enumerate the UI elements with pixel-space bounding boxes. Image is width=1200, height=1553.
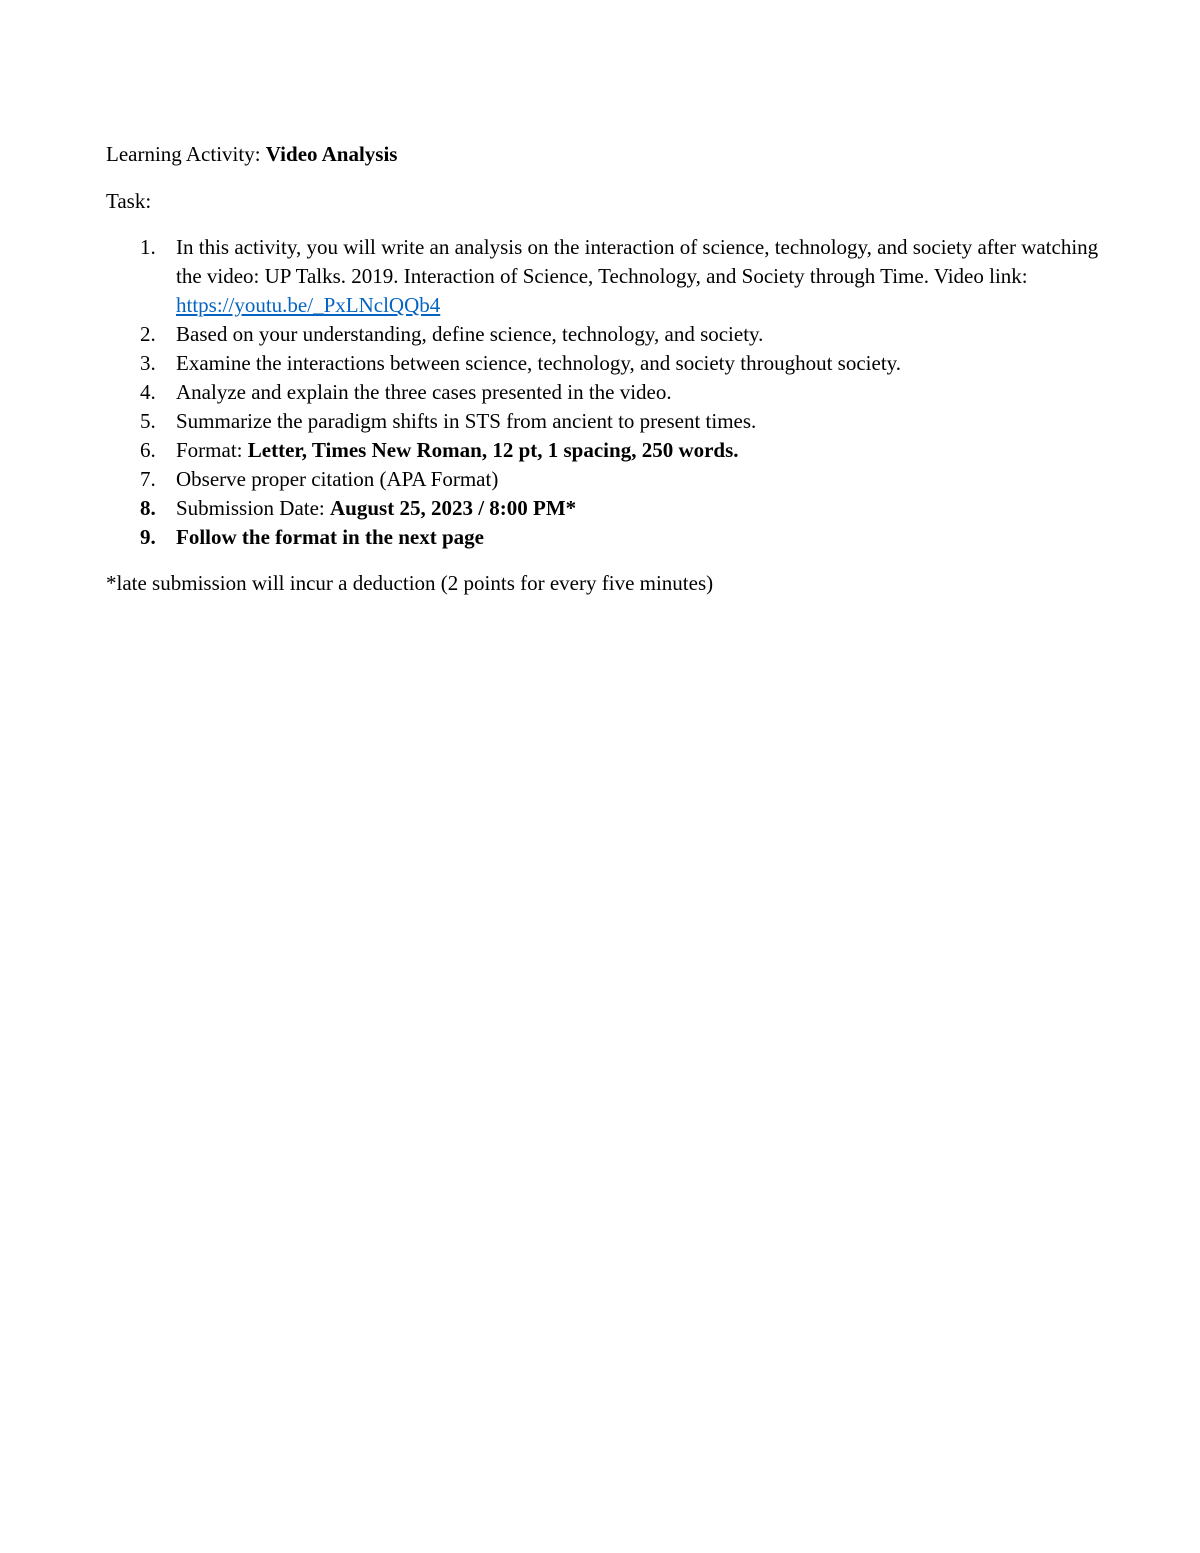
task-item-1 — [106, 233, 1106, 320]
video-link[interactable]: https://youtu.be/_PxLNclQQb4 — [176, 293, 441, 317]
heading-prefix: Learning Activity: — [106, 142, 266, 166]
task-number: 2. — [140, 322, 156, 346]
task-number: 9. — [140, 525, 156, 549]
task-text: Summarize the paradigm shifts in STS from ancient to present times. — [176, 409, 757, 433]
format-requirements: Letter, Times New Roman, 12 pt, 1 spacing, 250 words. — [247, 438, 739, 462]
activity-title: Video Analysis — [265, 142, 398, 166]
activity-heading — [106, 140, 1106, 169]
late-submission-note: *late submission will incur a deduction (2 points for every five minutes) — [106, 571, 714, 595]
task-text: Follow the format in the next page — [176, 525, 484, 549]
task-item-4 — [106, 378, 1106, 407]
task-number: 4. — [140, 380, 156, 404]
document-body — [106, 140, 1106, 598]
task-number: 1. — [140, 235, 156, 259]
task-text: Format: — [176, 438, 248, 462]
task-text: Analyze and explain the three cases presented in the video. — [176, 380, 672, 404]
task-item-9 — [106, 523, 1106, 552]
submission-date: August 25, 2023 / 8:00 PM* — [330, 496, 577, 520]
task-item-2 — [106, 320, 1106, 349]
task-item-3 — [106, 349, 1106, 378]
task-list — [106, 233, 1106, 552]
task-text: Submission Date: — [176, 496, 331, 520]
task-item-5 — [106, 407, 1106, 436]
task-number: 6. — [140, 438, 156, 462]
task-text: Observe proper citation (APA Format) — [176, 467, 499, 491]
task-item-8 — [106, 494, 1106, 523]
task-text: In this activity, you will write an analysis on the interaction of science, technology, and society after watching the video: UP Talks. 2019. Interaction of Science, Technology, and Society through Time. Video link: — [176, 235, 1099, 288]
task-number: 3. — [140, 351, 156, 375]
task-item-7 — [106, 465, 1106, 494]
task-text: Based on your understanding, define science, technology, and society. — [176, 322, 764, 346]
task-number: 7. — [140, 467, 156, 491]
task-number: 8. — [140, 496, 156, 520]
task-label: Task: — [106, 189, 152, 213]
task-text: Examine the interactions between science, technology, and society throughout society. — [176, 351, 902, 375]
task-number: 5. — [140, 409, 156, 433]
task-item-6 — [106, 436, 1106, 465]
